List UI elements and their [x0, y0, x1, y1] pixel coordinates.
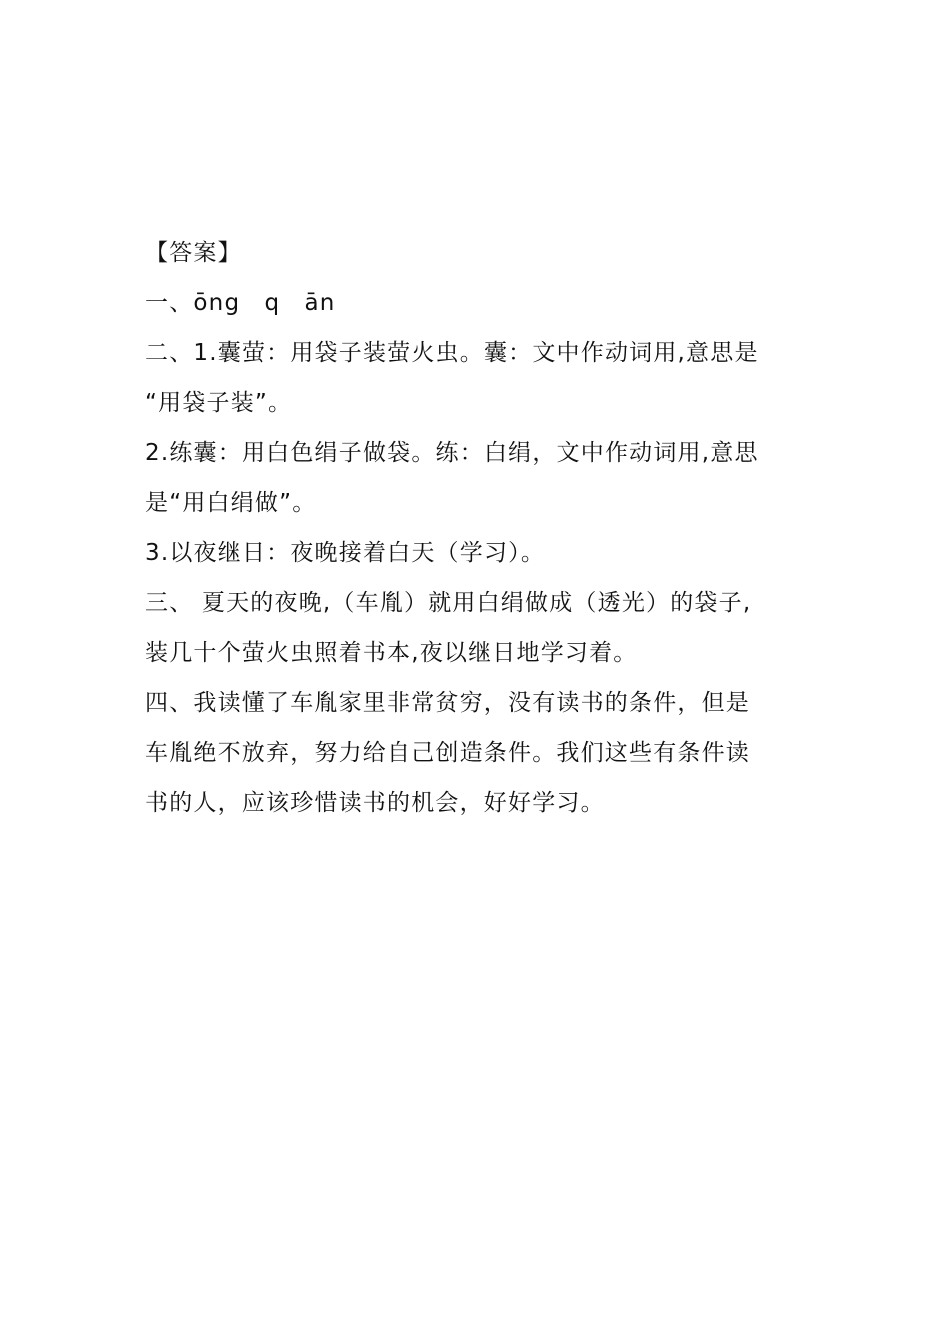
answer-line-6: 3.以夜继日：夜晚接着白天（学习）。	[145, 540, 546, 566]
answer-line-2: 二、1.囊萤：用袋子装萤火虫。囊：文中作动词用,意思是	[145, 340, 759, 366]
answer-line-10: 车胤绝不放弃，努力给自己创造条件。我们这些有条件读	[145, 740, 750, 766]
answer-line-1: 一、ōng q ān	[145, 290, 336, 316]
answer-content	[145, 228, 813, 828]
answer-line-5: 是“用白绢做”。	[145, 490, 317, 516]
answer-line-3: “用袋子装”。	[145, 390, 293, 416]
answer-line-4: 2.练囊：用白色绢子做袋。练：白绢，文中作动词用,意思	[145, 440, 759, 466]
answer-line-9: 四、我读懂了车胤家里非常贫穷，没有读书的条件，但是	[145, 690, 750, 716]
answer-heading: 【答案】	[145, 240, 242, 266]
answer-line-7: 三、 夏天的夜晚,（车胤）就用白绢做成（透光）的袋子,	[145, 590, 752, 616]
answer-line-8: 装几十个萤火虫照着书本,夜以继日地学习着。	[145, 640, 638, 666]
answer-line-11: 书的人，应该珍惜读书的机会，好好学习。	[145, 790, 605, 816]
